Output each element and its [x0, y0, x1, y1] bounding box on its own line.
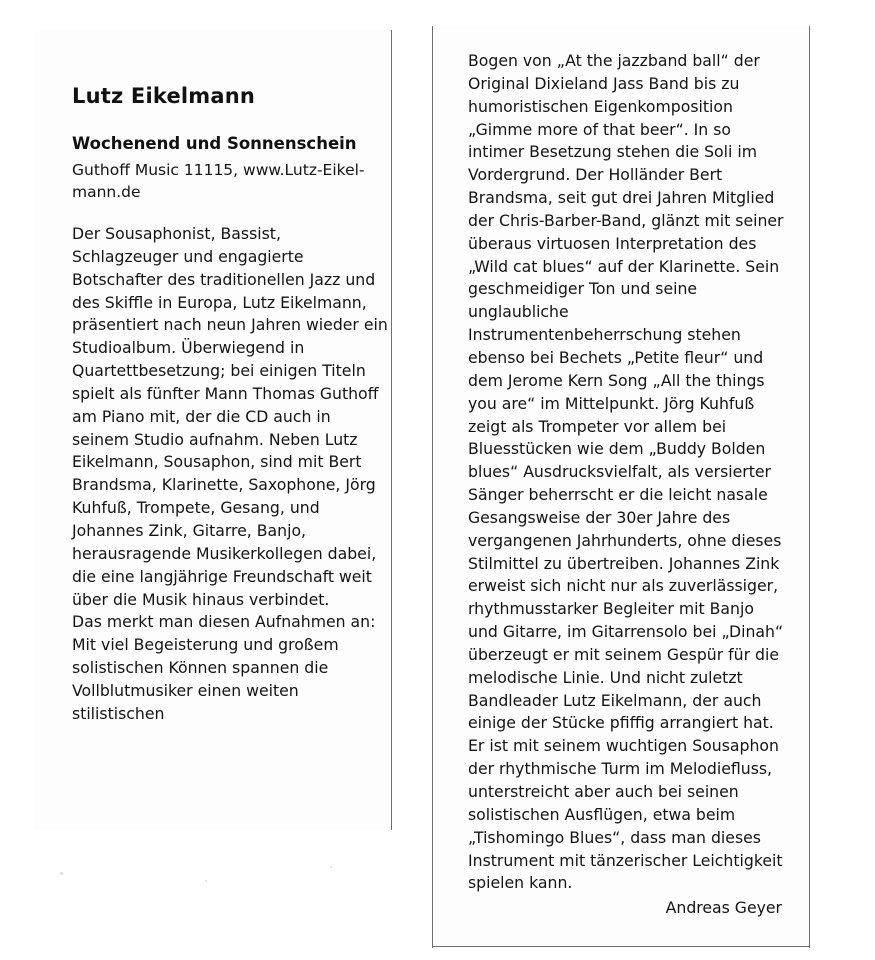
page-margin-bottom [0, 948, 875, 960]
label-and-website: Guthoff Music 11115, www.Lutz-Eikel-mann.de [72, 161, 365, 201]
album-title: Wochenend und Sonnenschein [72, 134, 357, 153]
article-right-column [468, 50, 786, 936]
article-left-column [72, 84, 388, 726]
scan-speck [205, 880, 207, 882]
clipping-bottom-rule [432, 946, 810, 947]
body-paragraph: Bogen von „At the jazzband ball“ der Original Dixieland Jass Band bis zu humoristischen Eigenkomposition „Gimme more of that beer“. In so intimer Besetzung stehen die Soli im Vordergrund. Der Holländer Bert Brandsma, seit gut drei Jahren Mitglied der Chris-Barber-Band, glänzt mit seiner überaus virtuosen Interpretation des „Wild cat blues“ auf der Klarinette. Sein geschmeidiger Ton und seine unglaubliche Instrumentenbeherrschung stehen ebenso bei Bechets „Petite fleur“ und dem Jerome Kern Song „All the things you are“ im Mittelpunkt. Jörg Kuhfuß zeigt als Trompeter vor allem bei Bluesstücken wie dem „Buddy Bolden blues“ Ausdrucksvielfalt, als versierter Sänger beherrscht er die leicht nasale Gesangsweise der 30er Jahre des vergangenen Jahrhunderts, ohne dieses Stilmittel zu übertreiben. Johannes Zink erweist sich nicht nur als zuverlässiger, rhythmusstarker Begleiter mit Banjo und Gitarre, im Gitarrensolo bei „Dinah“ überzeugt er mit seinem Gespür für die melodische Linie. Und nicht zuletzt Bandleader Lutz Eikelmann, der auch einige der Stücke pfiffig arrangiert hat. Er ist mit seinem wuchtigen Sousaphon der rhythmische Turm im Melodiefluss, unterstreicht aber auch bei seinen solistischen Ausflügen, etwa beim „Tishomingo Blues“, dass man dieses Instrument mit tänzerischer Leichtigkeit spielen kann. [468, 51, 784, 893]
page-title: Lutz Eikelmann [72, 84, 256, 108]
scan-speck [330, 866, 332, 868]
article-author: Andreas Geyer [665, 898, 782, 918]
scan-speck [60, 872, 63, 875]
body-paragraph: Das merkt man diesen Aufnahmen an: Mit viel Begeisterung und großem solistischen Können spannen die Vollblutmusiker einen weiten stilistischen [72, 612, 376, 723]
page-margin-top [0, 0, 875, 26]
body-paragraph: Der Sousaphonist, Bassist, Schlagzeuger und engagierte Botschafter des traditionellen Jazz und des Skiffle in Europa, Lutz Eikelmann, präsentiert nach neun Jahren wieder ein Studioalbum. Überwiegend in Quartettbesetzung; bei einigen Titeln spielt als fünfter Mann Thomas Guthoff am Piano mit, der die CD auch in seinem Studio aufnahm. Neben Lutz Eikelmann, Sousaphon, sind mit Bert Brandsma, Klarinette, Saxophone, Jörg Kuhfuß, Trompete, Gesang, und Johannes Zink, Gitarre, Banjo, herausragende Musikerkollegen dabei, die eine langjährige Freundschaft weit über die Musik hinaus verbindet. [72, 224, 388, 609]
